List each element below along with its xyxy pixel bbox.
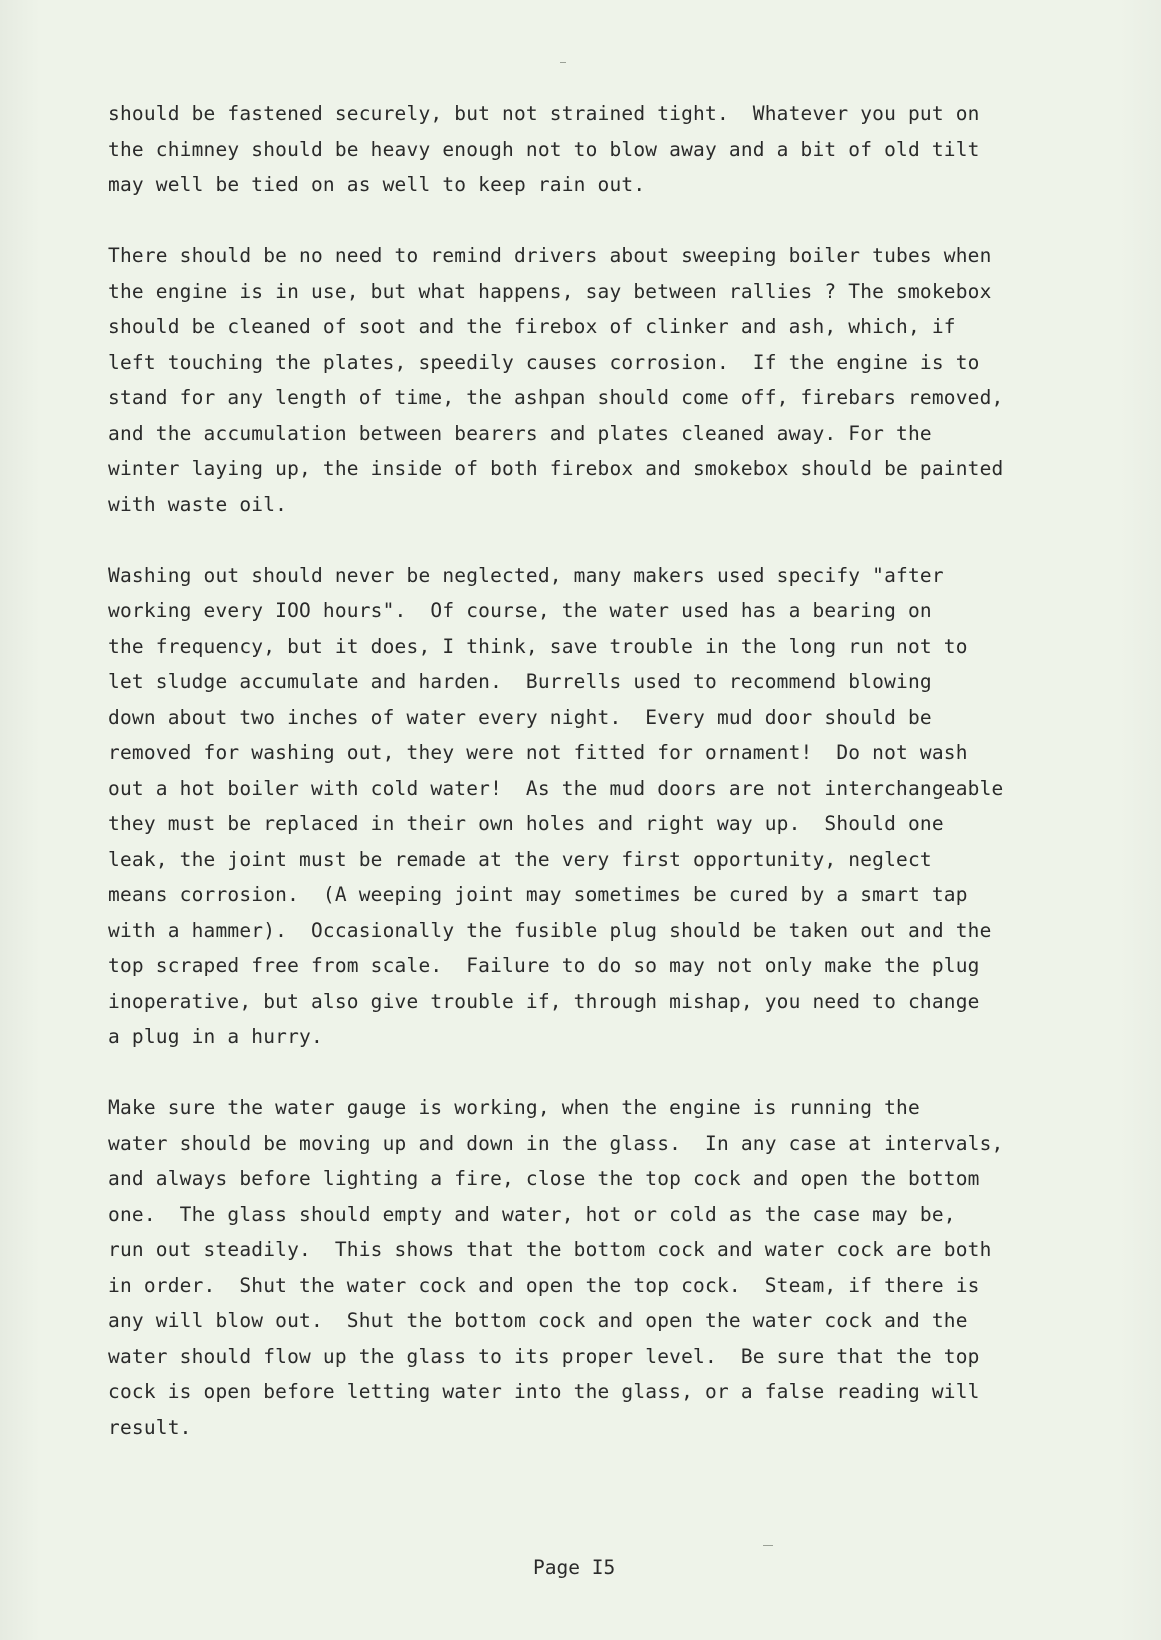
paragraph: [108, 96, 1068, 203]
text-line: removed for washing out, they were not fitted for ornament! Do not wash: [108, 741, 968, 764]
text-line: a plug in a hurry.: [108, 1025, 323, 1048]
text-line: the frequency, but it does, I think, save trouble in the long run not to: [108, 634, 968, 658]
text-line: leak, the joint must be remade at the very first opportunity, neglect: [108, 847, 932, 871]
text-line: in order. Shut the water cock and open the top cock. Steam, if there is: [108, 1273, 980, 1297]
text-line: top scraped free from scale. Failure to do so may not only make the plug: [108, 954, 980, 977]
text-line: run out steadily. This shows that the bottom cock and water cock are both: [108, 1238, 992, 1261]
page-number: Page I5: [533, 1556, 616, 1579]
text-line: stand for any length of time, the ashpan should come off, firebars removed,: [108, 386, 1004, 409]
text-line: any will blow out. Shut the bottom cock and open the water cock and the: [108, 1309, 968, 1332]
text-line: There should be no need to remind drivers about sweeping boiler tubes when: [108, 244, 992, 267]
text-line: down about two inches of water every night. Every mud door should be: [108, 705, 932, 729]
text-line: may well be tied on as well to keep rain out.: [108, 173, 646, 196]
text-line: out a hot boiler with cold water! As the mud doors are not interchangeable: [108, 776, 1004, 800]
text-line: result.: [108, 1415, 192, 1439]
margin-mark: [560, 62, 566, 63]
text-line: water should be moving up and down in the glass. In any case at intervals,: [108, 1131, 1004, 1155]
text-line: Washing out should never be neglected, many makers used specify "after: [108, 563, 944, 587]
body-text: [108, 96, 1068, 1481]
text-line: and always before lighting a fire, close the top cock and open the bottom: [108, 1167, 980, 1190]
text-line: should be cleaned of soot and the firebox of clinker and ash, which, if: [108, 315, 956, 338]
text-line: inoperative, but also give trouble if, through mishap, you need to change: [108, 989, 980, 1013]
text-line: should be fastened securely, but not strained tight. Whatever you put on: [108, 102, 980, 125]
text-line: and the accumulation between bearers and plates cleaned away. For the: [108, 421, 932, 445]
text-line: let sludge accumulate and harden. Burrells used to recommend blowing: [108, 670, 932, 693]
text-line: the engine is in use, but what happens, say between rallies ? The smokebox: [108, 279, 992, 303]
paragraph: [108, 238, 1068, 522]
text-line: Make sure the water gauge is working, when the engine is running the: [108, 1096, 920, 1119]
text-line: working every IOO hours". Of course, the water used has a bearing on: [108, 599, 932, 622]
paragraph: [108, 1090, 1068, 1445]
text-line: with waste oil.: [108, 492, 288, 516]
text-line: water should flow up the glass to its proper level. Be sure that the top: [108, 1344, 980, 1368]
text-line: they must be replaced in their own holes and right way up. Should one: [108, 812, 944, 835]
text-line: left touching the plates, speedily causes corrosion. If the engine is to: [108, 350, 980, 374]
text-line: means corrosion. (A weeping joint may sometimes be cured by a smart tap: [108, 883, 968, 906]
text-line: the chimney should be heavy enough not to blow away and a bit of old tilt: [108, 137, 980, 161]
margin-mark: [763, 1545, 773, 1546]
text-line: cock is open before letting water into the glass, or a false reading will: [108, 1380, 980, 1403]
text-line: with a hammer). Occasionally the fusible plug should be taken out and the: [108, 918, 992, 942]
paragraph: [108, 558, 1068, 1055]
text-line: one. The glass should empty and water, hot or cold as the case may be,: [108, 1202, 956, 1226]
text-line: winter laying up, the inside of both firebox and smokebox should be painted: [108, 457, 1004, 480]
